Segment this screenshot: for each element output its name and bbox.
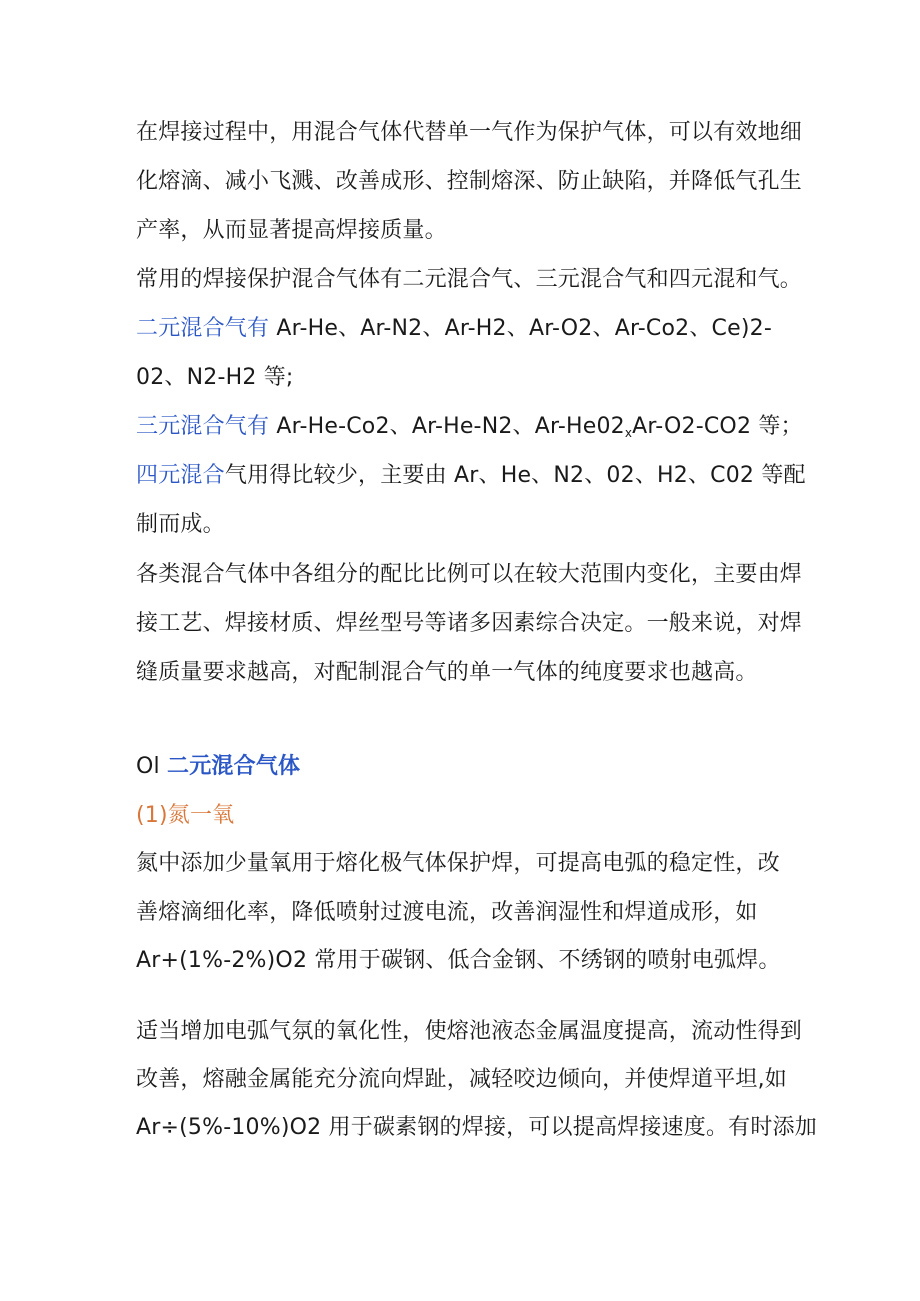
ratio-line-2: 接工艺、焊接材质、焊丝型号等诸多因素综合决定。一般来说，对焊 [136, 611, 803, 636]
body2-line-1: 适当增加电弧气氛的氧化性，使熔池液态金属温度提高，流动性得到 [136, 1019, 803, 1044]
binary-gases-list: Ar-He、Ar-N2、Ar-H2、Ar-O2、Ar-Co2、Ce)2- [269, 316, 772, 341]
body2-line-2: 改善，熔融金属能充分流向焊趾，减轻咬边倾向，并使焊道平坦,如 [136, 1067, 787, 1092]
quaternary-gases-text: 气用得比较少，主要由 Ar、He、N2、02、H2、C02 等配 [224, 463, 806, 488]
body1-line-2: 善熔滴细化率，降低喷射过渡电流，改善润湿性和焊道成形，如 [136, 900, 758, 925]
ternary-gases-list-b: Ar-O2-CO2 等； [632, 414, 803, 439]
common-gases-line: 常用的焊接保护混合气体有二元混合气、三元混合气和四元混和气。 [136, 267, 803, 292]
quaternary-gases-line-1 [136, 461, 806, 491]
section-number: Ol [136, 754, 168, 779]
ternary-gases-line [136, 412, 803, 442]
quaternary-gases-label: 四元混合 [136, 463, 225, 488]
quaternary-gases-line-2: 制而成。 [136, 512, 225, 537]
subsection-title: (1)氮一氧 [136, 803, 235, 828]
binary-gases-line-1 [136, 314, 772, 344]
ternary-gases-list-a: Ar-He-Co2、Ar-He-N2、Ar-He02 [269, 414, 625, 439]
body1-line-1: 氮中添加少量氧用于熔化极气体保护焊，可提高电弧的稳定性，改 [136, 851, 780, 876]
section-title: 二元混合气体 [167, 754, 301, 779]
binary-gases-label: 二元混合气有 [136, 316, 270, 341]
ratio-line-3: 缝质量要求越高，对配制混合气的单一气体的纯度要求也越高。 [136, 660, 758, 685]
intro-line-2: 化熔滴、减小飞溅、改善成形、控制熔深、防止缺陷，并降低气孔生 [136, 169, 803, 194]
intro-line-1: 在焊接过程中，用混合气体代替单一气作为保护气体，可以有效地细 [136, 120, 803, 145]
subscript-x: x [624, 426, 633, 440]
body2-line-3: Ar÷(5%-10%)O2 用于碳素钢的焊接，可以提高焊接速度。有时添加 [136, 1115, 817, 1140]
intro-line-3: 产率，从而显著提高焊接质量。 [136, 218, 447, 243]
section-heading [136, 752, 300, 782]
ratio-line-1: 各类混合气体中各组分的配比比例可以在较大范围内变化，主要由焊 [136, 562, 803, 587]
ternary-gases-label: 三元混合气有 [136, 414, 270, 439]
body1-line-3: Ar+(1%-2%)O2 常用于碳钢、低合金钢、不绣钢的喷射电弧焊。 [136, 948, 781, 973]
binary-gases-line-2: 02、N2-H2 等; [136, 365, 294, 390]
